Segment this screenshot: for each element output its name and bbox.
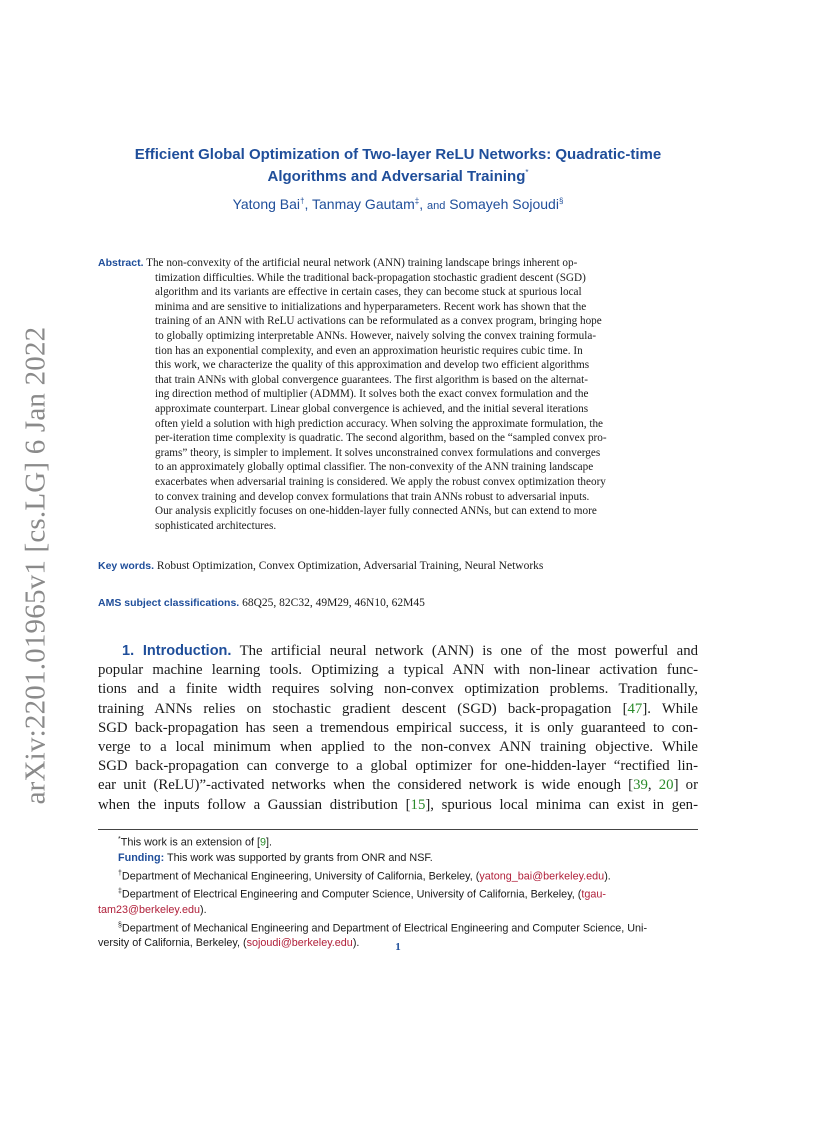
- abstract-line: this work, we characterize the quality of this approximation and develop two efficient algorithms: [155, 359, 590, 372]
- abstract-line: to an approximately globally optimal classifier. The non-convexity of the ANN training landscape: [155, 461, 594, 474]
- footnote-extension: [98, 832, 698, 851]
- footnote-text: ).: [352, 937, 360, 950]
- email-link[interactable]: sojoudi@berkeley.edu: [246, 937, 353, 950]
- citation-link[interactable]: 9: [259, 836, 266, 849]
- abstract-line: [98, 256, 698, 271]
- page-number: 1: [395, 941, 401, 953]
- footnote-mark: †: [118, 869, 122, 877]
- abstract: [98, 256, 698, 533]
- footnote-text: ).: [604, 870, 611, 883]
- footnote-text: versity of California, Berkeley, (: [98, 937, 247, 950]
- paper-title-line-2: [98, 164, 698, 186]
- footnote-text: ).: [200, 903, 207, 916]
- citation-link[interactable]: 47: [627, 700, 643, 717]
- author-name: Yatong Bai: [232, 196, 301, 212]
- section-heading: 1. Introduction.: [122, 643, 232, 659]
- author-footnote-mark[interactable]: ‡: [414, 196, 420, 206]
- citation-link[interactable]: 15: [410, 796, 426, 813]
- footnote-mark: *: [118, 836, 121, 843]
- intro-text: ear unit (ReLU)”-activated networks when the considered network is wide enough [: [98, 777, 634, 794]
- intro-text: ] or: [673, 777, 698, 794]
- introduction-section: [98, 642, 698, 815]
- ams-classifications: [98, 597, 698, 609]
- intro-text: training ANNs relies on stochastic gradient descent (SGD) back-propagation [: [98, 700, 628, 717]
- keywords-text: Robust Optimization, Convex Optimization, Adversarial Training, Neural Networks: [156, 560, 544, 572]
- abstract-line: algorithm and its variants are effective in certain cases, they can become stuck at spurious local: [155, 286, 582, 299]
- author-name: Somayeh Sojoudi: [449, 196, 559, 212]
- abstract-line: that train ANNs with global convergence guarantees. The first algorithm is based on the alternat-: [155, 373, 588, 386]
- arxiv-identifier-stamp: [16, 310, 56, 820]
- footnote-text: This work is an extension of [: [120, 836, 260, 849]
- email-link[interactable]: tgau-: [581, 888, 606, 901]
- footnote-text: ].: [265, 836, 272, 849]
- abstract-line: exacerbates when adversarial training is considered. We apply the robust convex optimization theory: [155, 475, 606, 488]
- footnote-text: Department of Electrical Engineering and Computer Science, University of California, Berkeley, (: [121, 888, 582, 901]
- footnote-funding: [98, 851, 698, 866]
- footnote-affiliation-sojoudi: [98, 918, 698, 937]
- paper-title-text: Algorithms and Adversarial Training: [267, 168, 526, 185]
- footnote-text: Department of Mechanical Engineering, University of California, Berkeley, (: [121, 870, 480, 883]
- abstract-line: often yield a solution with high prediction accuracy. When solving the approximate formulation, the: [155, 417, 604, 430]
- intro-line: [98, 796, 698, 815]
- footnote-affiliation-gautam-cont: [98, 903, 698, 918]
- author-footnote-mark[interactable]: §: [558, 196, 564, 206]
- intro-line: tions and a finite width requires solving non-convex optimization problems. Traditionally,: [98, 681, 698, 698]
- footnote-text: This work was supported by grants from ONR and NSF.: [166, 851, 433, 864]
- abstract-line: to convex training and develop convex formulations that train ANNs robust to adversarial inputs.: [155, 490, 590, 503]
- citation-link[interactable]: 20: [658, 777, 674, 794]
- author-list: [98, 196, 698, 212]
- intro-text: when the inputs follow a Gaussian distribution [: [98, 796, 411, 813]
- footnote-affiliation-bai: [98, 866, 698, 885]
- abstract-line: training of an ANN with ReLU activations can be reformulated as a convex program, bringing hope: [155, 315, 602, 328]
- intro-line: [98, 700, 698, 719]
- footnote-mark: ‡: [118, 888, 122, 896]
- intro-line: [98, 642, 698, 661]
- ams-codes: 68Q25, 82C32, 49M29, 46N10, 62M45: [242, 597, 425, 609]
- email-link[interactable]: yatong_bai@berkeley.edu: [479, 870, 605, 883]
- intro-line: popular machine learning tools. Optimizing a typical ANN with non-linear activation func-: [98, 662, 698, 679]
- intro-text: ,: [647, 777, 659, 794]
- funding-label: Funding:: [118, 851, 165, 864]
- citation-link[interactable]: 39: [633, 777, 648, 794]
- intro-text: The artificial neural network (ANN) is one of the most powerful and: [239, 643, 699, 659]
- author-separator: ,: [304, 196, 309, 212]
- abstract-line: to globally optimizing interpretable ANNs. However, naively solving the convex training formula-: [155, 329, 597, 342]
- footnote-affiliation-gautam: [98, 884, 698, 903]
- footnote-mark: §: [118, 921, 122, 929]
- keywords-label: Key words.: [98, 560, 155, 572]
- intro-line: verge to a local minimum when applied to the non-convex ANN training objective. While: [98, 739, 698, 756]
- paper-title-line-1: Efficient Global Optimization of Two-layer ReLU Networks: Quadratic-time: [134, 146, 662, 163]
- footnote-divider: [98, 829, 698, 830]
- abstract-line: sophisticated architectures.: [155, 519, 277, 532]
- abstract-line: minima and are sensitive to initializations and hyperparameters. Recent work has shown that the: [155, 300, 587, 313]
- abstract-line: approximate counterpart. Linear global convergence is achieved, and the initial several iterations: [155, 402, 589, 415]
- author-conjunction: and: [426, 200, 446, 212]
- intro-line: SGD back-propagation can converge to a global optimizer for one-hidden-layer “rectified lin-: [98, 758, 698, 775]
- author-name: Tanmay Gautam: [312, 196, 415, 212]
- author-footnote-mark[interactable]: †: [300, 196, 305, 206]
- intro-text: ]. While: [642, 700, 698, 717]
- email-link[interactable]: tam23@berkeley.edu: [98, 903, 200, 916]
- abstract-line: timization difficulties. While the traditional back-propagation stochastic gradient descent (SGD): [155, 271, 586, 284]
- abstract-label: Abstract.: [98, 257, 144, 269]
- abstract-line: Our analysis explicitly focuses on one-hidden-layer fully connected ANNs, but can extend to more: [155, 505, 597, 518]
- keywords: [98, 560, 698, 572]
- abstract-line: ing direction method of multiplier (ADMM). It solves both the exact convex formulation and the: [155, 388, 589, 401]
- intro-text: ], spurious local minima can exist in gen-: [425, 796, 698, 813]
- ams-label: AMS subject classifications.: [98, 597, 240, 609]
- intro-line: SGD back-propagation has seen a tremendous empirical success, it is only guaranteed to con-: [98, 719, 698, 736]
- abstract-line: tion has an exponential complexity, and even an approximation heuristic requires cubic time. In: [155, 344, 583, 357]
- abstract-text: The non-convexity of the artificial neural network (ANN) training landscape brings inherent op-: [146, 257, 578, 269]
- arxiv-stamp-text: arXiv:2201.01965v1 [cs.LG] 6 Jan 2022: [19, 326, 52, 804]
- author-separator: ,: [419, 196, 424, 212]
- title-block: [98, 146, 698, 212]
- abstract-line: grams” theory, is simpler to implement. It solves unconstrained convex formulations and converges: [155, 446, 601, 459]
- intro-line: [98, 776, 698, 795]
- abstract-line: per-iteration time complexity is quadratic. The second algorithm, based on the “sampled convex pro-: [155, 432, 607, 445]
- footnotes: [98, 832, 698, 951]
- title-footnote-mark[interactable]: *: [525, 168, 529, 177]
- footnote-text: Department of Mechanical Engineering and Department of Electrical Engineering and Computer Science, Uni-: [121, 922, 648, 935]
